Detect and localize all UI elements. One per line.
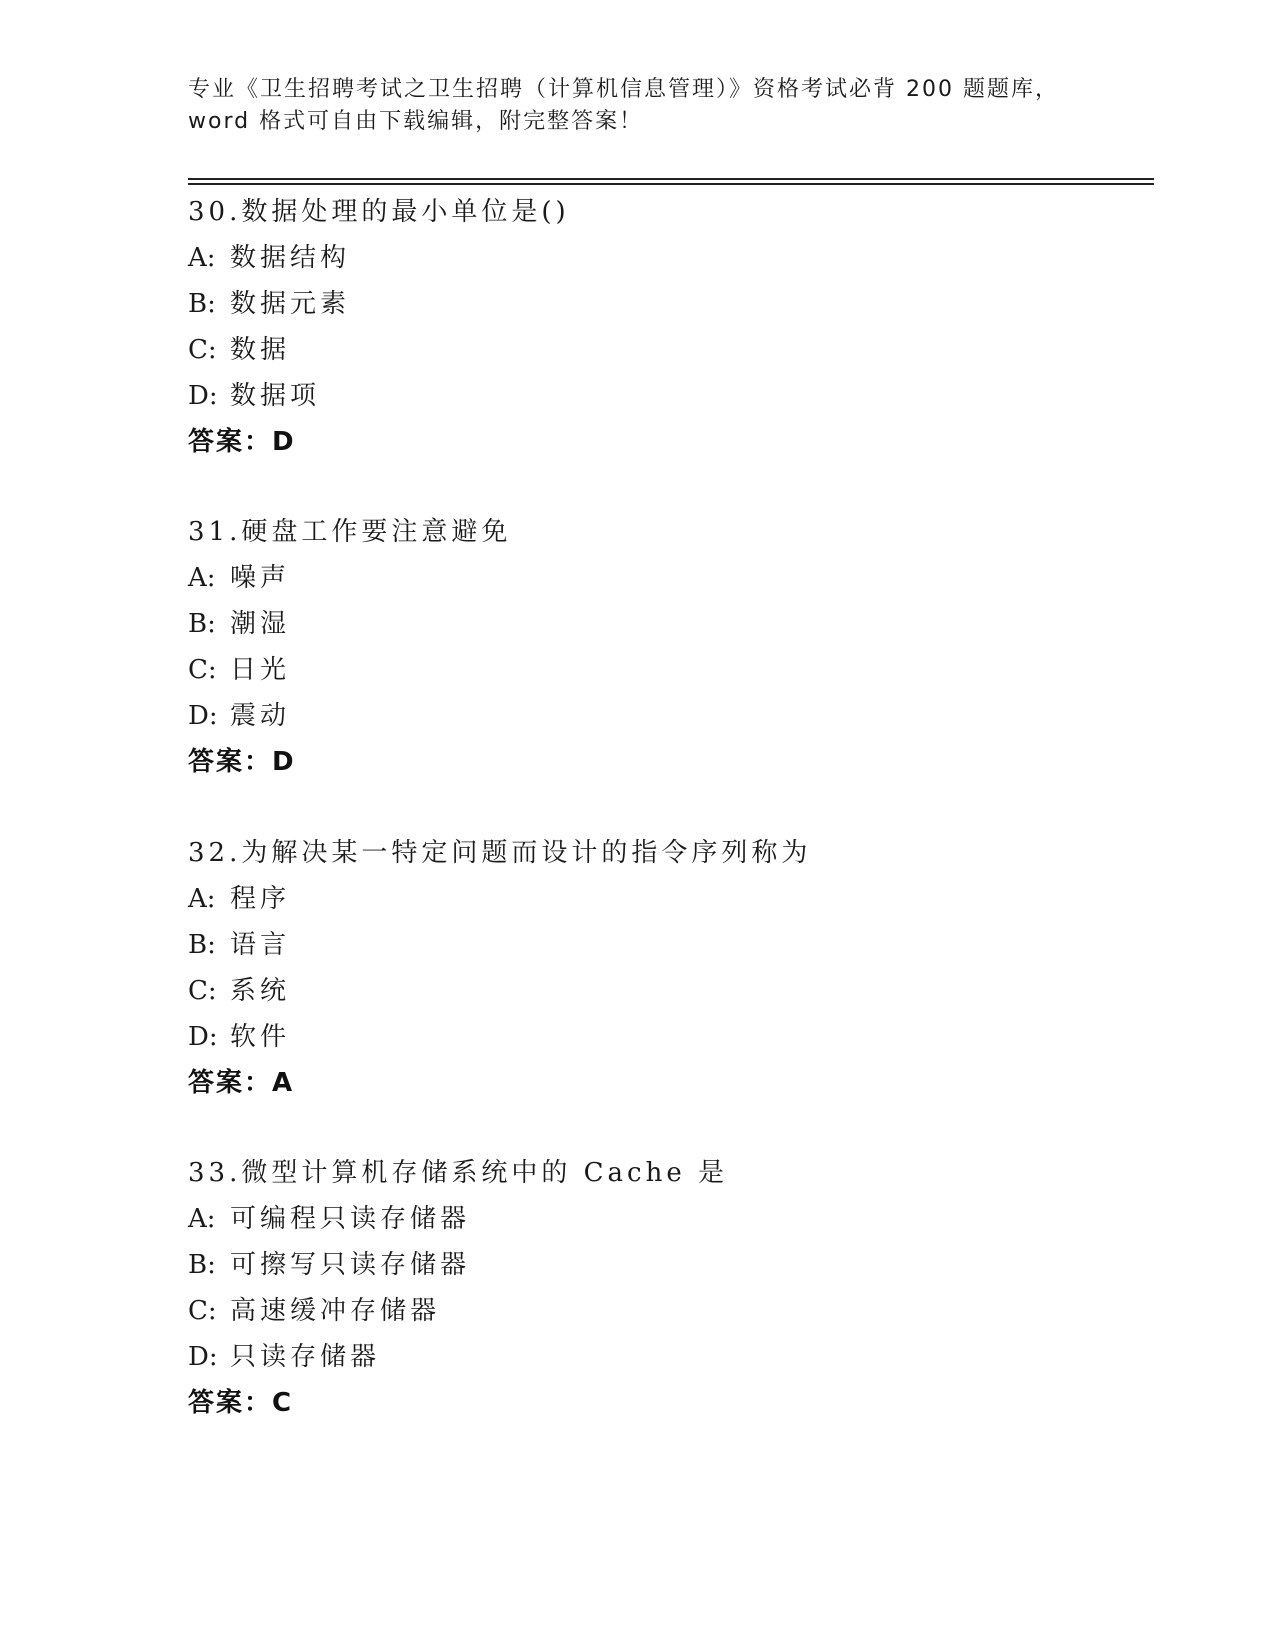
answer-line: 答案：A [188, 1068, 295, 1098]
option-key: C: [188, 655, 217, 685]
question-title: 30.数据处理的最小单位是() [188, 197, 570, 227]
option-key: A: [188, 563, 216, 593]
option-d [188, 693, 1148, 739]
option-key: B: [188, 289, 216, 319]
header-line-2: word 格式可自由下载编辑，附完整答案！ [188, 109, 644, 134]
option-text: 数据项 [230, 381, 321, 411]
option-text: 噪声 [230, 563, 291, 593]
option-c [188, 1288, 1148, 1334]
option-text: 软件 [230, 1022, 291, 1052]
option-text: 震动 [230, 701, 291, 731]
option-text: 数据元素 [230, 289, 351, 319]
option-a [188, 555, 1148, 601]
question-block [188, 509, 1148, 785]
question-block [188, 830, 1148, 1106]
option-text: 高速缓冲存储器 [230, 1296, 441, 1326]
option-a [188, 1196, 1148, 1242]
option-key: D: [188, 381, 218, 411]
option-text: 日光 [230, 655, 291, 685]
option-text: 系统 [230, 976, 291, 1006]
option-b [188, 281, 1148, 327]
option-key: D: [188, 701, 218, 731]
option-key: A: [188, 243, 216, 273]
document-header [188, 74, 1088, 138]
option-key: B: [188, 930, 216, 960]
question-block [188, 1150, 1148, 1426]
header-line-1: 专业《卫生招聘考试之卫生招聘（计算机信息管理）》资格考试必背 200 题题库， [188, 77, 1059, 102]
option-key: B: [188, 1250, 216, 1280]
answer-line: 答案：D [188, 747, 296, 777]
option-c [188, 647, 1148, 693]
option-c [188, 327, 1148, 373]
option-d [188, 373, 1148, 419]
option-d [188, 1334, 1148, 1380]
question-block [188, 189, 1148, 465]
option-text: 只读存储器 [230, 1342, 381, 1372]
answer-line: 答案：C [188, 1388, 294, 1418]
option-b [188, 1242, 1148, 1288]
option-key: D: [188, 1022, 218, 1052]
option-key: B: [188, 609, 216, 639]
option-text: 程序 [230, 884, 291, 914]
header-divider-top [188, 178, 1154, 180]
question-title: 32.为解决某一特定问题而设计的指令序列称为 [188, 838, 812, 868]
option-text: 可编程只读存储器 [230, 1204, 471, 1234]
option-text: 数据结构 [230, 243, 351, 273]
option-text: 数据 [230, 335, 291, 365]
answer-line: 答案：D [188, 427, 296, 457]
option-c [188, 968, 1148, 1014]
header-divider-bottom [188, 183, 1154, 185]
option-d [188, 1014, 1148, 1060]
option-text: 可擦写只读存储器 [230, 1250, 471, 1280]
option-a [188, 876, 1148, 922]
option-key: D: [188, 1342, 218, 1372]
option-a [188, 235, 1148, 281]
option-b [188, 601, 1148, 647]
option-text: 语言 [230, 930, 291, 960]
option-key: C: [188, 976, 217, 1006]
option-key: C: [188, 1296, 217, 1326]
question-title: 31.硬盘工作要注意避免 [188, 517, 512, 547]
option-key: C: [188, 335, 217, 365]
question-title: 33.微型计算机存储系统中的 Cache 是 [188, 1158, 728, 1188]
option-key: A: [188, 1204, 216, 1234]
option-key: A: [188, 884, 216, 914]
option-text: 潮湿 [230, 609, 291, 639]
option-b [188, 922, 1148, 968]
